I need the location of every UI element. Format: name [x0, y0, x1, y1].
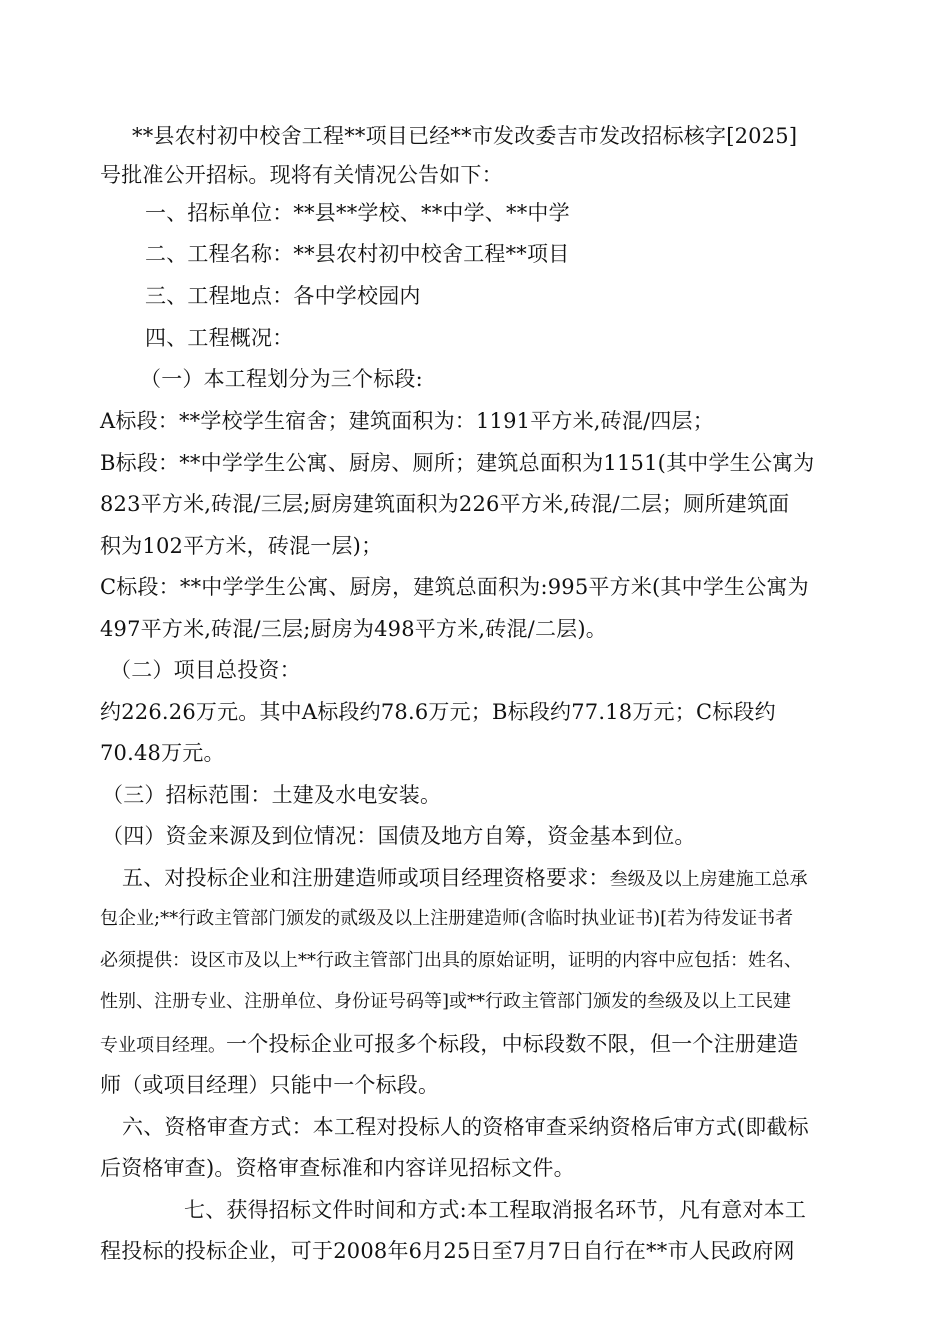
section-6-line-1: 六、资格审查方式：本工程对投标人的资格审查采纳资格后审方式(即截标	[122, 1115, 809, 1139]
section-7-line-1: 七、获得招标文件时间和方式:本工程取消报名环节，凡有意对本工	[184, 1198, 807, 1222]
section-5-heading: 五、对投标企业和注册建造师或项目经理资格要求：	[122, 866, 610, 890]
section-5-line-6: 师（或项目经理）只能中一个标段。	[100, 1073, 440, 1097]
lot-b-line-1: B标段：**中学学生公寓、厨房、厕所；建筑总面积为1151(其中学生公寓为	[100, 451, 815, 475]
lot-b-line-3: 积为102平方米，砖混一层)；	[100, 534, 383, 558]
section-4-overview: 四、工程概况：	[145, 326, 294, 350]
section-5-line-2: 包企业;**行政主管部门颁发的贰级及以上注册建造师(含临时执业证书)[若为待发证书者	[100, 908, 794, 929]
subsection-4-1: （一）本工程划分为三个标段:	[140, 367, 423, 391]
investment-line-1: 约226.26万元。其中A标段约78.6万元；B标段约77.18万元；C标段约	[100, 700, 776, 724]
section-5-line-4: 性别、注册专业、注册单位、身份证号码等]或**行政主管部门颁发的叁级及以上工民建	[100, 991, 792, 1012]
lot-c-line-2: 497平方米,砖混/三层;厨房为498平方米,砖混/二层)。	[100, 617, 607, 641]
section-5-line-3: 必须提供：设区市及以上**行政主管部门出具的原始证明，证明的内容中应包括：姓名、	[100, 950, 802, 971]
lot-b-line-2: 823平方米,砖混/三层;厨房建筑面积为226平方米,砖混/二层；厕所建筑面	[100, 492, 790, 516]
investment-line-2: 70.48万元。	[100, 741, 225, 765]
section-5-manager: 专业项目经理。	[100, 1035, 226, 1056]
section-2-project-name: 二、工程名称：**县农村初中校舍工程**项目	[145, 242, 570, 266]
subsection-4-3: （三）招标范围：土建及水电安装。	[102, 783, 442, 807]
intro-line-1: **县农村初中校舍工程**项目已经**市发改委吉市发改招标核字[2025]	[132, 124, 798, 148]
section-5-line-5	[100, 1029, 860, 1061]
subsection-4-4: （四）资金来源及到位情况：国债及地方自筹，资金基本到位。	[102, 824, 696, 848]
subsection-4-2: （二）项目总投资：	[110, 658, 301, 682]
section-5-requirement-start: 叁级及以上房建施工总承	[609, 869, 808, 890]
section-5-bidding-rule: 一个投标企业可报多个标段，中标段数不限，但一个注册建造	[226, 1032, 799, 1056]
section-5-line-1	[122, 863, 882, 895]
section-7-line-2: 程投标的投标企业，可于2008年6月25日至7月7日自行在**市人民政府网	[100, 1239, 795, 1263]
section-1-tenderer: 一、招标单位：**县**学校、**中学、**中学	[145, 201, 570, 225]
intro-line-2: 号批准公开招标。现将有关情况公告如下：	[100, 163, 503, 187]
lot-c-line-1: C标段：**中学学生公寓、厨房，建筑总面积为:995平方米(其中学生公寓为	[100, 575, 809, 599]
section-6-line-2: 后资格审查)。资格审查标准和内容详见招标文件。	[100, 1156, 575, 1180]
section-3-location: 三、工程地点：各中学校园内	[145, 284, 421, 308]
lot-a: A标段：**学校学生宿舍；建筑面积为：1191平方米,砖混/四层；	[100, 409, 714, 433]
